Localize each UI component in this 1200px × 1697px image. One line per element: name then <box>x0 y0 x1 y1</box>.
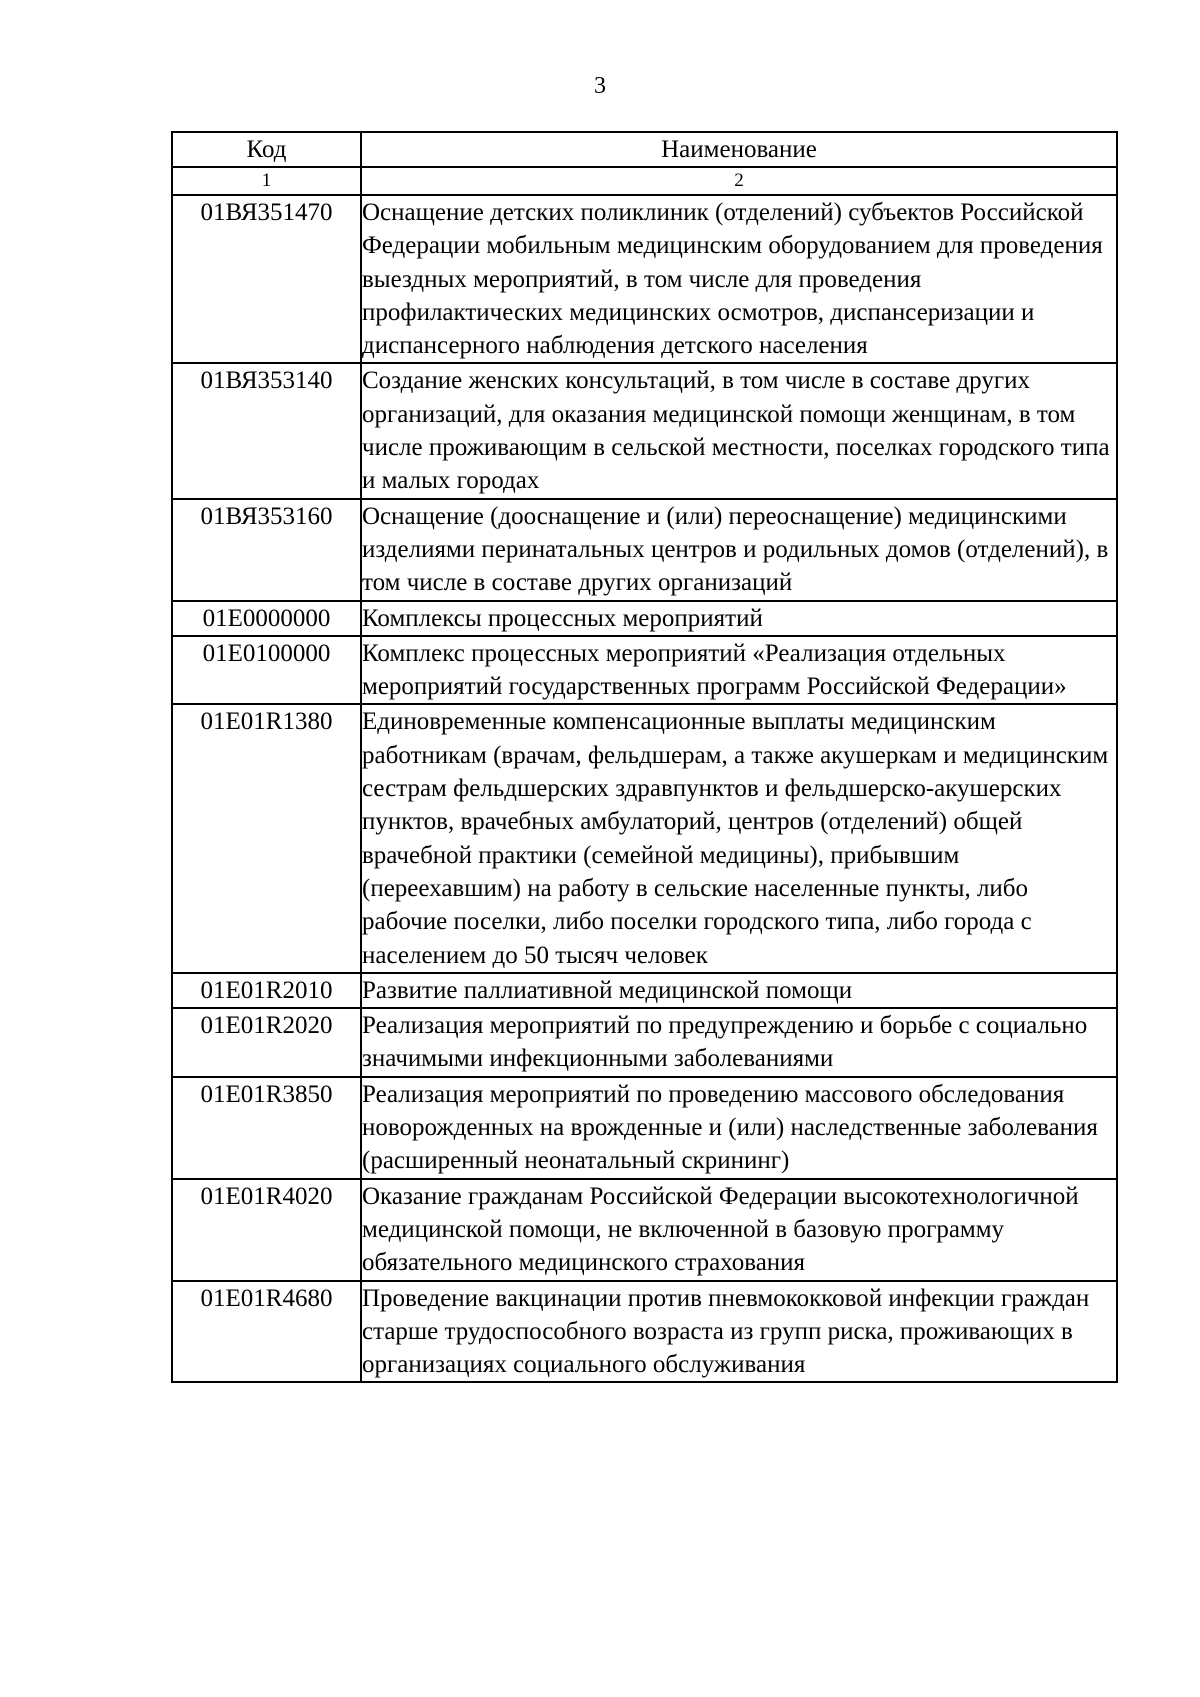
table-row <box>172 1077 1117 1179</box>
row-name: Комплексы процессных мероприятий <box>361 601 1117 636</box>
row-name: Оснащение детских поликлиник (отделений) субъектов Российской Федерации мобильным медицинским оборудованием для проведения выездных мероприятий, в том числе для проведения профилактических медицинских осмотров, диспансеризации и диспансерного наблюдения детского населения <box>361 195 1117 363</box>
row-name: Реализация мероприятий по проведению массового обследования новорожденных на врожденные и (или) наследственные заболевания (расширенный неонатальный скрининг) <box>361 1077 1117 1179</box>
row-code: 01Е0100000 <box>172 636 361 705</box>
table-row <box>172 704 1117 972</box>
row-name: Единовременные компенсационные выплаты медицинским работникам (врачам, фельдшерам, а также акушеркам и медицинским сестрам фельдшерских здравпунктов и фельдшерско-акушерских пунктов, врачебных амбулаторий, центров (отделений) общей врачебной практики (семейной медицины), прибывшим (переехавшим) на работу в сельские населенные пункты, либо рабочие поселки, либо поселки городского типа, либо города с населением до 50 тысяч человек <box>361 704 1117 972</box>
row-name: Реализация мероприятий по предупреждению и борьбе с социально значимыми инфекционными заболеваниями <box>361 1008 1117 1077</box>
row-code: 01Е01R4680 <box>172 1281 361 1383</box>
column-number-name: 2 <box>361 167 1117 195</box>
row-name: Оснащение (дооснащение и (или) переоснащение) медицинскими изделиями перинатальных центров и родильных домов (отделений), в том числе в составе других организаций <box>361 499 1117 601</box>
table-row <box>172 499 1117 601</box>
row-name: Создание женских консультаций, в том числе в составе других организаций, для оказания медицинской помощи женщинам, в том числе проживающим в сельской местности, поселках городского типа и малых городах <box>361 363 1117 498</box>
row-code: 01ВЯ351470 <box>172 195 361 363</box>
row-name: Оказание гражданам Российской Федерации высокотехнологичной медицинской помощи, не включенной в базовую программу обязательного медицинского страхования <box>361 1179 1117 1281</box>
header-name: Наименование <box>361 132 1117 167</box>
table-row <box>172 1281 1117 1383</box>
row-code: 01ВЯ353140 <box>172 363 361 498</box>
row-code: 01ВЯ353160 <box>172 499 361 601</box>
row-code: 01Е01R2010 <box>172 973 361 1008</box>
column-number-row <box>172 167 1117 195</box>
row-code: 01Е01R4020 <box>172 1179 361 1281</box>
table-row <box>172 1179 1117 1281</box>
header-code: Код <box>172 132 361 167</box>
row-name: Проведение вакцинации против пневмококковой инфекции граждан старше трудоспособного возраста из групп риска, проживающих в организациях социального обслуживания <box>361 1281 1117 1383</box>
row-name: Развитие паллиативной медицинской помощи <box>361 973 1117 1008</box>
table-row <box>172 1008 1117 1077</box>
row-name: Комплекс процессных мероприятий «Реализация отдельных мероприятий государственных программ Российской Федерации» <box>361 636 1117 705</box>
row-code: 01Е01R2020 <box>172 1008 361 1077</box>
table-row <box>172 973 1117 1008</box>
column-number-code: 1 <box>172 167 361 195</box>
table-row <box>172 363 1117 498</box>
table-row <box>172 636 1117 705</box>
table-row <box>172 195 1117 363</box>
row-code: 01Е0000000 <box>172 601 361 636</box>
budget-codes-table <box>171 131 1118 1383</box>
page-number: 3 <box>594 73 606 99</box>
row-code: 01Е01R1380 <box>172 704 361 972</box>
row-code: 01Е01R3850 <box>172 1077 361 1179</box>
table-header-row <box>172 132 1117 167</box>
table-row <box>172 601 1117 636</box>
